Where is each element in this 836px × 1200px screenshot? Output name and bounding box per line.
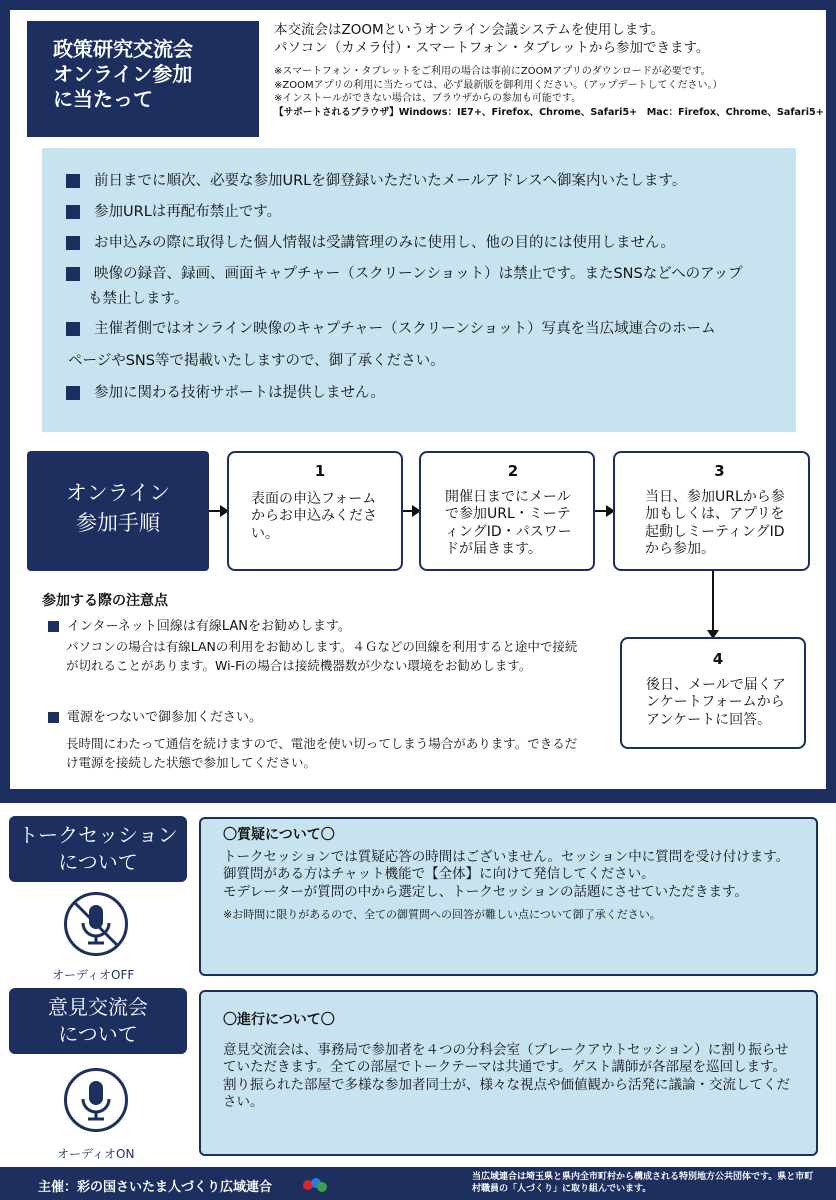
audio-on-label: オーディオON: [57, 1147, 135, 1161]
intro-note: ※スマートフォン・タブレットをご利用の場合は事前にZOOMアプリのダウンロードが必要です。: [274, 66, 711, 77]
step-arrow: [209, 510, 227, 512]
step-2: [419, 451, 595, 571]
microphone-on-icon: [64, 1068, 128, 1132]
qa-body: トークセッションでは質疑応答の時間はございません。セッション中に質問を受け付けます。御質問がある方はチャット機能で【全体】に向けて発信してください。: [223, 848, 790, 882]
audio-off-label: オーディオOFF: [52, 968, 135, 982]
step-number: 4: [712, 650, 724, 668]
progress-body: 意見交流会は、事務局で参加者を４つの分科会室（ブレークアウトセッション）に割り振らせていただきます。全ての部屋でトークテーマは共通です。ゲスト講師が各部屋を巡回します。割り振られた部屋で多様な参加者同士が、様々な視点や価値観から活発に議論・交流してください。: [223, 1041, 790, 1110]
qa-note: ※お時間に限りがあるので、全ての御質問への回答が難しい点について御了承ください。: [223, 908, 661, 921]
title-line-1: 政策研究交流会: [53, 37, 193, 61]
step-text: 後日、メールで届くアンケートフォームからアンケートに回答。: [646, 676, 786, 728]
qa-heading: 〇質疑について〇: [223, 827, 335, 843]
intro-section: [274, 21, 824, 120]
step-3: [613, 451, 810, 571]
step-text: 開催日までにメールで参加URL・ミーティングID・パスワードが届きます。: [445, 488, 572, 557]
step-number: 2: [507, 462, 519, 480]
step-4: [620, 637, 806, 749]
note-item: 電源をつないで御参加ください。: [48, 709, 262, 727]
microphone-off-icon: [64, 892, 128, 956]
progress-heading: 〇進行について〇: [223, 1012, 335, 1028]
step-number: 1: [314, 462, 326, 480]
footer: [0, 1167, 836, 1200]
note-body: 長時間にわたって通信を続けますので、電池を使い切ってしまう場合があります。できるだけ電源を接続した状態で参加してください。: [66, 736, 578, 770]
rule-item: 映像の録音、録画、画面キャプチャー（スクリーンショット）は禁止です。またSNSなどへのアップ: [66, 263, 796, 285]
rule-continuation: ページやSNS等で掲載いたしますので、御了承ください。: [68, 353, 445, 369]
progress-info-box: [199, 990, 818, 1156]
step-number: 3: [714, 462, 725, 480]
rule-item: 主催者側ではオンライン映像のキャプチャー（スクリーンショット）写真を当広域連合のホーム: [66, 318, 796, 340]
bullet-square-icon: [48, 712, 59, 723]
intro-note: ※インストールができない場合は、ブラウザからの参加も可能です。: [274, 93, 582, 104]
step-text: 表面の申込フォームからお申込みください。: [251, 490, 377, 542]
bullet-square-icon: [66, 267, 80, 281]
step-1: [227, 451, 403, 571]
intro-note: ※ZOOMアプリの利用に当たっては、必ず最新版を御利用ください。（アップデートしてください。）: [274, 79, 723, 91]
rules-box: [42, 148, 796, 432]
steps-label: オンライン 参加手順: [27, 451, 209, 571]
page-title: [27, 21, 259, 137]
title-line-3: に当たって: [53, 87, 153, 111]
notes-title: 参加する際の注意点: [42, 593, 168, 609]
qa-info-box: [199, 817, 818, 976]
bullet-square-icon: [66, 174, 80, 188]
rule-item: 参加に関わる技術サポートは提供しません。: [66, 382, 796, 404]
note-item: インターネット回線は有線LANをお勧めします。: [48, 618, 351, 636]
rule-item: 参加URLは再配布禁止です。: [66, 201, 796, 223]
note-body: パソコンの場合は有線LANの利用をお勧めします。４Ｇなどの回線を利用すると途中で接続が切れることがあります。Wi-Fiの場合は接続機器数が少ない環境をお勧めします。: [66, 639, 578, 673]
bullet-square-icon: [66, 205, 80, 219]
supported-browsers: 【サポートされるブラウザ】Windows：IE7+、Firefox、Chrome、Safari5+ Mac：Firefox、Chrome、Safari5+: [274, 106, 824, 118]
bullet-square-icon: [66, 322, 80, 336]
title-line-2: オンライン参加: [53, 62, 193, 86]
step-arrow: [403, 510, 419, 512]
rule-continuation: も禁止します。: [88, 291, 189, 307]
bullet-square-icon: [66, 236, 80, 250]
rule-item: 前日までに順次、必要な参加URLを御登録いただいたメールアドレスへ御案内いたします。: [66, 170, 796, 192]
bullet-square-icon: [48, 621, 59, 632]
step-arrow-down: [712, 571, 714, 637]
intro-line: パソコン（カメラ付）・スマートフォン・タブレットから参加できます。: [274, 40, 710, 56]
step-arrow: [595, 510, 613, 512]
talk-session-label: トークセッション について: [9, 816, 187, 882]
intro-line: 本交流会はZOOMというオンライン会議システムを使用します。: [274, 22, 665, 38]
qa-body-2: モデレーターが質問の中から選定し、トークセッションの話題にさせていただきます。: [223, 883, 748, 900]
footer-note: 当広域連合は埼玉県と県内全市町村から構成される特別地方公共団体です。県と市町村職員の「人づくり」に取り組んでいます。: [472, 1172, 814, 1194]
organizer: 主催：彩の国さいたま人づくり広域連合: [38, 1180, 273, 1195]
step-text: 当日、参加URLから参加もしくは、アプリを起動しミーティングIDから参加。: [645, 488, 785, 557]
exchange-label: 意見交流会 について: [9, 988, 187, 1054]
organization-logo: [300, 1175, 330, 1195]
bullet-square-icon: [66, 386, 80, 400]
rule-item: お申込みの際に取得した個人情報は受講管理のみに使用し、他の目的には使用しません。: [66, 232, 796, 254]
